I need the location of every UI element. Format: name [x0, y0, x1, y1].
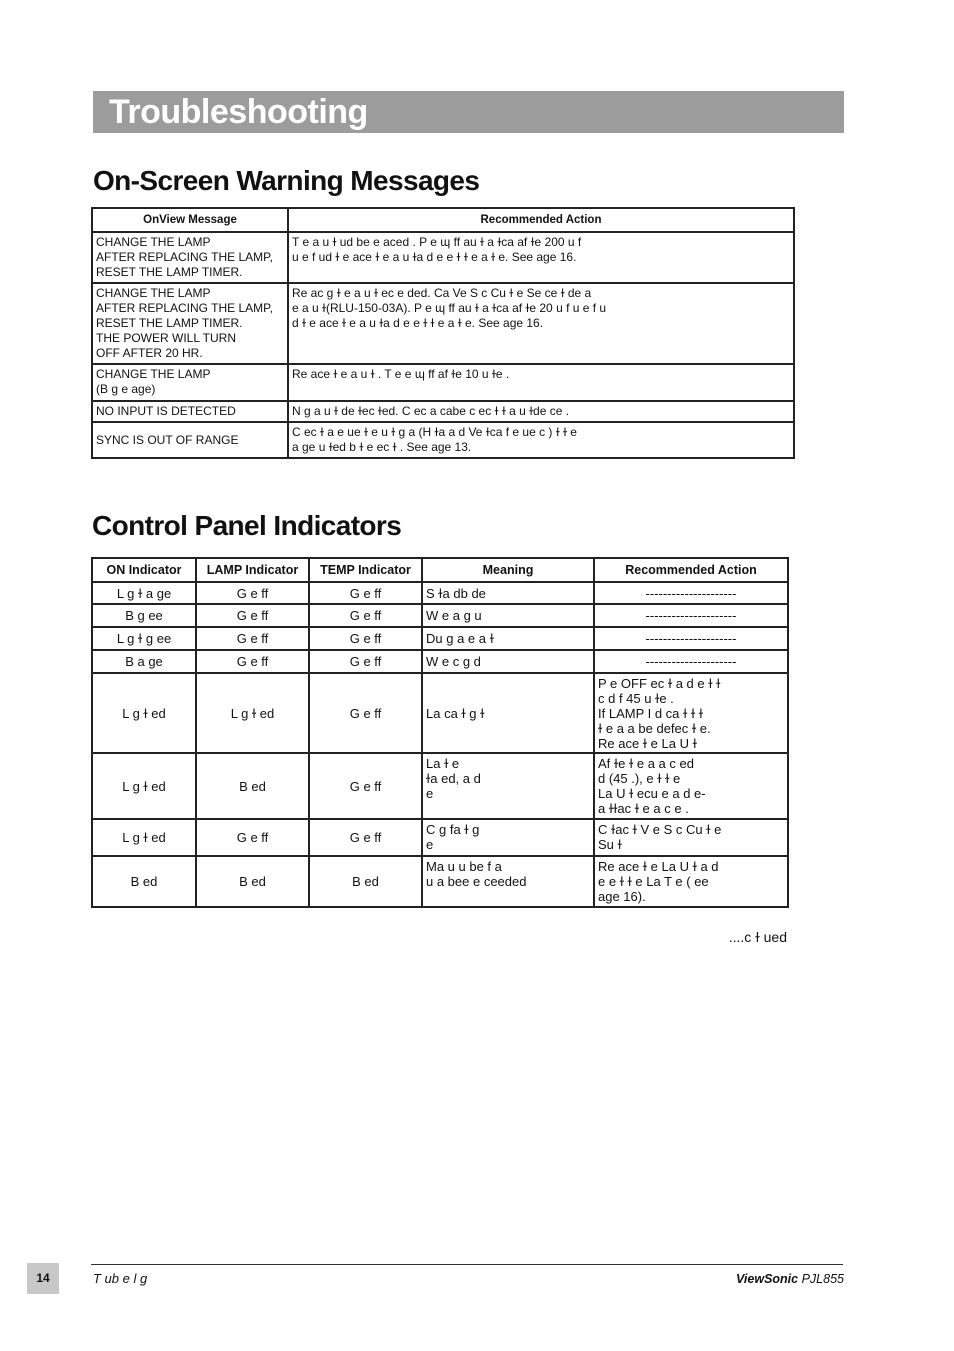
- recommended-action: C ɫac ɫ V e S c Cu ɫ e Su ɫ: [594, 819, 788, 856]
- temp-indicator: G e ff: [309, 627, 422, 650]
- warning-section-title: On-Screen Warning Messages: [93, 165, 480, 196]
- recommended-action: C ec ɫ a e ue ɫ e u ɫ g a (H ɫa a d Ve ɫca f e ue c ) ɫ ɫ e a ge u ɫed b ɫ e ec ɫ . See age 13.: [288, 422, 794, 458]
- column-header: Recommended Action: [594, 558, 788, 582]
- on-indicator: L g ɫ ed: [92, 753, 196, 819]
- on-indicator: B a ge: [92, 650, 196, 673]
- lamp-indicator: B ed: [196, 856, 309, 907]
- temp-indicator: G e ff: [309, 650, 422, 673]
- lamp-indicator: G e ff: [196, 819, 309, 856]
- table-row: [92, 604, 788, 627]
- table-row: [92, 673, 788, 753]
- brand-name: ViewSonic: [736, 1272, 799, 1286]
- recommended-action: Re ac g ɫ e a u ɫ ec e ded. Ca Ve S c Cu ɫ e Se ce ɫ de a e a u ɫ(RLU-150-03A). P e ɰ ff au ɫ a ɫca af ɫe 20 u f u e f u d ɫ e ace ɫ e a u ɫa d e e ɫ ɫ e a ɫ e. See age 16.: [288, 283, 794, 364]
- footer-section-name: T ub e ɫ g: [93, 1271, 148, 1286]
- warning-message: NO INPUT IS DETECTED: [92, 401, 288, 422]
- page-title: Troubleshooting: [109, 93, 368, 131]
- table-row: [92, 753, 788, 819]
- temp-indicator: G e ff: [309, 582, 422, 604]
- lamp-indicator: L g ɫ ed: [196, 673, 309, 753]
- meaning: Du g a e a ɫ: [422, 627, 594, 650]
- table-row: [92, 401, 794, 422]
- column-header: LAMP Indicator: [196, 558, 309, 582]
- temp-indicator: B ed: [309, 856, 422, 907]
- recommended-action: ---------------------: [594, 604, 788, 627]
- table-row: [92, 819, 788, 856]
- lamp-indicator: B ed: [196, 753, 309, 819]
- warning-message: SYNC IS OUT OF RANGE: [92, 422, 288, 458]
- page-number: 14: [27, 1263, 59, 1294]
- meaning: Ma u u be f a u a bee e ceeded: [422, 856, 594, 907]
- on-indicator: L g ɫ ed: [92, 673, 196, 753]
- table-row: [92, 650, 788, 673]
- lamp-indicator: G e ff: [196, 582, 309, 604]
- recommended-action: ---------------------: [594, 650, 788, 673]
- meaning: La ɫ e ɫa ed, a d e: [422, 753, 594, 819]
- meaning: C g fa ɫ g e: [422, 819, 594, 856]
- lamp-indicator: G e ff: [196, 627, 309, 650]
- recommended-action: Re ace ɫ e La U ɫ a d e e ɫ ɫ e La T e ( ee age 16).: [594, 856, 788, 907]
- lamp-indicator: G e ff: [196, 650, 309, 673]
- meaning: La ca ɫ g ɫ: [422, 673, 594, 753]
- table-row: [92, 582, 788, 604]
- temp-indicator: G e ff: [309, 604, 422, 627]
- column-header: Meaning: [422, 558, 594, 582]
- recommended-action: ---------------------: [594, 627, 788, 650]
- footer-divider: [91, 1264, 843, 1265]
- column-header: OnView Message: [92, 208, 288, 232]
- panel-section-title: Control Panel Indicators: [92, 510, 402, 541]
- column-header: TEMP Indicator: [309, 558, 422, 582]
- title-banner: [93, 91, 844, 133]
- recommended-action: ---------------------: [594, 582, 788, 604]
- meaning: W e a g u: [422, 604, 594, 627]
- meaning: W e c g d: [422, 650, 594, 673]
- lamp-indicator: G e ff: [196, 604, 309, 627]
- recommended-action: T e a u ɫ ud be e aced . P e ɰ ff au ɫ a ɫca af ɫe 200 u f u e f ud ɫ e ace ɫ e a u ɫa d e e ɫ ɫ e a ɫ e. See age 16.: [288, 232, 794, 283]
- column-header: Recommended Action: [288, 208, 794, 232]
- warning-message: CHANGE THE LAMP AFTER REPLACING THE LAMP, RESET THE LAMP TIMER.: [92, 232, 288, 283]
- table-header-row: [92, 558, 788, 582]
- table-row: [92, 364, 794, 401]
- warning-message: CHANGE THE LAMP AFTER REPLACING THE LAMP, RESET THE LAMP TIMER. THE POWER WILL TURN OFF AFTER 20 HR.: [92, 283, 288, 364]
- table-header-row: [92, 208, 794, 232]
- table-row: [92, 232, 794, 283]
- warning-message: CHANGE THE LAMP (B g e age): [92, 364, 288, 401]
- recommended-action: Re ace ɫ e a u ɫ . T e e ɰ ff af ɫe 10 u ɫe .: [288, 364, 794, 401]
- meaning: S ɫa db de: [422, 582, 594, 604]
- continued-note: ....c ɫ ued: [728, 929, 787, 945]
- temp-indicator: G e ff: [309, 753, 422, 819]
- on-indicator: L g ɫ ed: [92, 819, 196, 856]
- table-row: [92, 283, 794, 364]
- table-row: [92, 856, 788, 907]
- warning-messages-table: [91, 207, 795, 459]
- on-indicator: L g ɫ a ge: [92, 582, 196, 604]
- recommended-action: N g a u ɫ de ɫec ɫed. C ec a cabe c ec ɫ ɫ a u ɫde ce .: [288, 401, 794, 422]
- on-indicator: L g ɫ g ee: [92, 627, 196, 650]
- temp-indicator: G e ff: [309, 819, 422, 856]
- control-panel-table: [91, 557, 789, 908]
- on-indicator: B ed: [92, 856, 196, 907]
- recommended-action: P e OFF ec ɫ a d e ɫ ɫ c d f 45 u ɫe . If LAMP I d ca ɫ ɫ ɫ ɫ e a a be defec ɫ e. Re ace ɫ e La U ɫ: [594, 673, 788, 753]
- table-row: [92, 422, 794, 458]
- on-indicator: B g ee: [92, 604, 196, 627]
- temp-indicator: G e ff: [309, 673, 422, 753]
- recommended-action: Af ɫe ɫ e a a c ed d (45 .), e ɫ ɫ e La U ɫ ecu e a d e- a ɫɫac ɫ e a c e .: [594, 753, 788, 819]
- model-name: PJL855: [801, 1272, 844, 1286]
- footer-brand: [736, 1272, 844, 1286]
- column-header: ON Indicator: [92, 558, 196, 582]
- table-row: [92, 627, 788, 650]
